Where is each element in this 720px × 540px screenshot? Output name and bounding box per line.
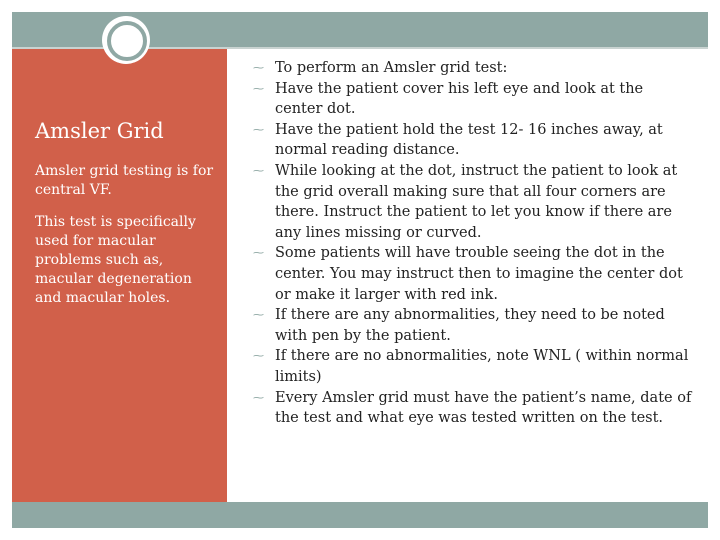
curly-bullet-icon: ⁓ bbox=[253, 246, 264, 260]
bottom-footer-bar bbox=[12, 502, 708, 528]
curly-bullet-icon: ⁓ bbox=[253, 61, 264, 74]
bullet-item bbox=[253, 58, 693, 79]
bullet-text: While looking at the dot, instruct the patient to look at the grid overall making sure that all four corners are there. Instruct the patient to let you know if there are any lines missing or curved. bbox=[275, 162, 678, 241]
bullet-item bbox=[253, 305, 693, 346]
bullet-item bbox=[253, 79, 693, 120]
bullet-list bbox=[253, 58, 693, 429]
sidebar-paragraph-1: Amsler grid testing is for central VF. bbox=[35, 163, 214, 198]
bullet-item bbox=[253, 120, 693, 161]
bullet-text: Some patients will have trouble seeing the dot in the center. You may instruct then to imagine the center dot or make it larger with red ink. bbox=[275, 245, 683, 303]
curly-bullet-icon: ⁓ bbox=[253, 390, 264, 404]
bullet-item bbox=[253, 388, 693, 429]
bullet-text: Have the patient hold the test 12- 16 inches away, at normal reading distance. bbox=[275, 121, 663, 159]
bullet-item bbox=[253, 346, 693, 387]
curly-bullet-icon: ⁓ bbox=[253, 122, 264, 136]
slide-title: Amsler Grid bbox=[35, 119, 164, 143]
bullet-text: To perform an Amsler grid test: bbox=[275, 60, 508, 76]
curly-bullet-icon: ⁓ bbox=[253, 308, 264, 322]
curly-bullet-icon: ⁓ bbox=[253, 349, 264, 363]
sidebar-paragraph-2: This test is specifically used for macular problems such as, macular degeneration and macular holes. bbox=[35, 214, 196, 306]
bullet-text: If there are no abnormalities, note WNL ( within normal limits) bbox=[275, 348, 689, 385]
curly-bullet-icon: ⁓ bbox=[253, 163, 264, 177]
bullet-item bbox=[253, 243, 693, 305]
bullet-text: Have the patient cover his left eye and look at the center dot. bbox=[275, 80, 644, 118]
bullet-item bbox=[253, 161, 693, 243]
curly-bullet-icon: ⁓ bbox=[253, 81, 264, 95]
bullet-text: If there are any abnormalities, they need to be noted with pen by the patient. bbox=[275, 307, 665, 344]
bullet-text: Every Amsler grid must have the patient’s name, date of the test and what eye was tested written on the test. bbox=[275, 389, 692, 427]
ring-ornament-icon bbox=[107, 21, 147, 61]
